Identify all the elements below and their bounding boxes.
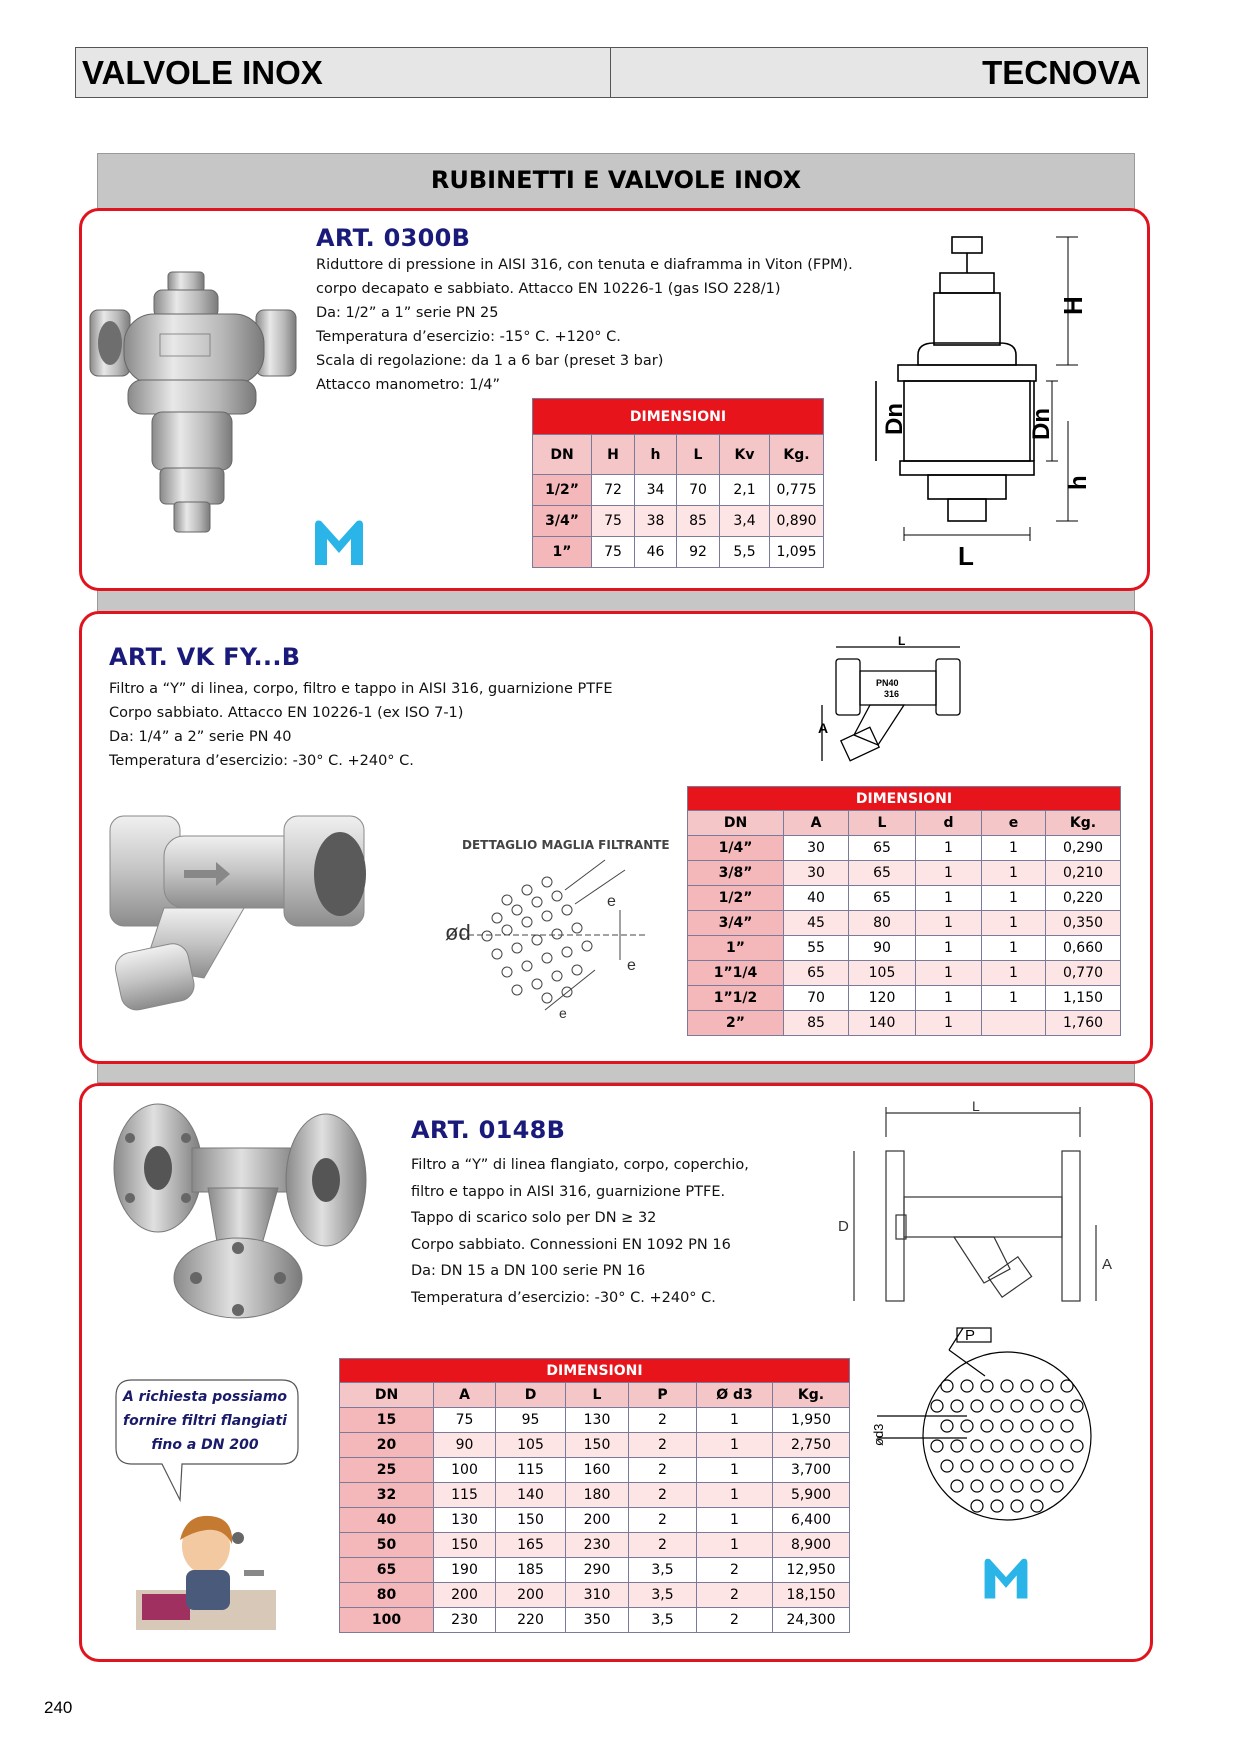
table-cell: 3,700 [773, 1458, 850, 1483]
table-cell: 65 [849, 861, 916, 886]
description-line: corpo decapato e sabbiato. Attacco EN 10226-1 (gas ISO 228/1) [316, 281, 781, 297]
table-cell: 1,095 [770, 537, 824, 568]
table-cell: 75 [592, 537, 635, 568]
table-cell: 1” [688, 936, 784, 961]
table-row [688, 961, 1121, 986]
table-header-row [688, 811, 1121, 836]
table-cell: 45 [784, 911, 849, 936]
description-line: Temperatura d’esercizio: -30° C. +240° C. [411, 1289, 716, 1306]
table-cell: 0,775 [770, 475, 824, 506]
table-cell: 1 [982, 911, 1046, 936]
table-row [340, 1508, 850, 1533]
table-cell: 1 [697, 1433, 773, 1458]
column-header: Kg. [1046, 811, 1121, 836]
dimension-label: ød [445, 920, 471, 945]
description-line: Temperatura d’esercizio: -30° C. +240° C. [109, 753, 414, 769]
table-cell: 8,900 [773, 1533, 850, 1558]
table-cell: 130 [434, 1508, 496, 1533]
section-title: RUBINETTI E VALVOLE INOX [430, 166, 802, 194]
table-row [533, 475, 824, 506]
table-cell: 1,760 [1046, 1011, 1121, 1036]
table-cell: 25 [340, 1458, 434, 1483]
table-cell: 80 [849, 911, 916, 936]
brand-logo-icon [981, 1553, 1031, 1603]
dimension-label: A [818, 720, 829, 736]
table-cell: 2” [688, 1011, 784, 1036]
column-header: Ø d3 [697, 1383, 773, 1408]
column-header: Kv [720, 435, 770, 475]
table-cell: 3,5 [629, 1583, 697, 1608]
dimension-label: Dn [881, 403, 908, 435]
table-cell: 20 [340, 1433, 434, 1458]
table-cell: 1 [697, 1408, 773, 1433]
dimension-label: ød3 [871, 1423, 886, 1446]
table-cell: 1”1/4 [688, 961, 784, 986]
mesh-detail-drawing [445, 860, 655, 1020]
flanged-strainer-photo [108, 1098, 378, 1358]
table-cell: 65 [849, 836, 916, 861]
table-cell: 40 [784, 886, 849, 911]
product-title: ART. 0300B [316, 224, 471, 252]
mesh-detail-label: DETTAGLIO MAGLIA FILTRANTE [462, 838, 670, 852]
table-cell: 2 [629, 1433, 697, 1458]
description-line: Corpo sabbiato. Connessioni EN 1092 PN 16 [411, 1236, 731, 1253]
table-cell: 15 [340, 1408, 434, 1433]
table-cell: 1 [916, 986, 982, 1011]
table-cell: 2 [697, 1558, 773, 1583]
table-cell: 80 [340, 1583, 434, 1608]
dimension-label: Dn [1028, 408, 1055, 440]
dimension-label: h [1065, 475, 1092, 490]
table-cell: 40 [340, 1508, 434, 1533]
brand-logo-icon [311, 515, 367, 569]
table-cell: 0,290 [1046, 836, 1121, 861]
table-header-row [533, 435, 824, 475]
table-row [340, 1458, 850, 1483]
table-cell: 92 [677, 537, 720, 568]
table-cell: 1 [916, 886, 982, 911]
table-cell: 1 [982, 936, 1046, 961]
table-cell: 0,660 [1046, 936, 1121, 961]
dimension-label: A [1102, 1256, 1113, 1273]
table-cell: 230 [566, 1533, 629, 1558]
dimension-label: L [958, 541, 974, 571]
table-row [688, 836, 1121, 861]
table-cell: 12,950 [773, 1558, 850, 1583]
column-header: H [592, 435, 635, 475]
y-strainer-photo [104, 808, 374, 1018]
table-cell: 3,4 [720, 506, 770, 537]
table-cell: 1 [697, 1483, 773, 1508]
bubble-line: fino a DN 200 [151, 1437, 259, 1453]
table-row [688, 1011, 1121, 1036]
table-cell: 85 [784, 1011, 849, 1036]
table-cell: 3/4” [688, 911, 784, 936]
table-cell: 65 [849, 886, 916, 911]
table-row [688, 986, 1121, 1011]
table-cell: 34 [635, 475, 677, 506]
table-cell: 350 [566, 1608, 629, 1633]
table-cell: 1 [697, 1533, 773, 1558]
table-header-row [340, 1383, 850, 1408]
column-header: L [849, 811, 916, 836]
table-cell: 180 [566, 1483, 629, 1508]
column-header: Kg. [773, 1383, 850, 1408]
table-cell: 140 [849, 1011, 916, 1036]
table-cell: 1 [916, 1011, 982, 1036]
description-line: Da: 1/2” a 1” serie PN 25 [316, 305, 499, 321]
table-cell: 2 [629, 1408, 697, 1433]
dimension-label: L [972, 1098, 980, 1114]
table-cell: 1 [916, 936, 982, 961]
table-cell: 75 [592, 506, 635, 537]
description-line: Attacco manometro: 1/4” [316, 377, 501, 393]
column-header: L [677, 435, 720, 475]
table-cell: 2 [697, 1608, 773, 1633]
column-header: DN [340, 1383, 434, 1408]
column-header: d [916, 811, 982, 836]
column-header: P [629, 1383, 697, 1408]
page-number: 240 [44, 1698, 73, 1717]
table-cell: 2 [629, 1508, 697, 1533]
column-header: DN [533, 435, 592, 475]
table-cell: 3,5 [629, 1558, 697, 1583]
table-cell: 2 [629, 1533, 697, 1558]
table-cell: 30 [784, 861, 849, 886]
table-cell: 160 [566, 1458, 629, 1483]
product-description [109, 677, 613, 773]
table-cell: 200 [496, 1583, 566, 1608]
flanged-strainer-drawing [834, 1098, 1134, 1317]
table-cell: 95 [496, 1408, 566, 1433]
dimension-label: D [838, 1218, 849, 1235]
dimensions-table [339, 1358, 850, 1633]
table-cell: 100 [340, 1608, 434, 1633]
table-row [688, 861, 1121, 886]
table-cell: 230 [434, 1608, 496, 1633]
column-header: A [784, 811, 849, 836]
table-cell: 3/4” [533, 506, 592, 537]
dimension-label: P [965, 1327, 976, 1344]
description-line: Da: DN 15 a DN 100 serie PN 16 [411, 1263, 646, 1279]
table-row [340, 1533, 850, 1558]
column-header: A [434, 1383, 496, 1408]
dimensions-table [532, 398, 824, 568]
table-cell: 1,150 [1046, 986, 1121, 1011]
table-cell: 1 [982, 836, 1046, 861]
table-cell: 70 [677, 475, 720, 506]
table-cell: 75 [434, 1408, 496, 1433]
material-marking: 316 [884, 689, 900, 699]
table-row [688, 911, 1121, 936]
description-line: Filtro a “Y” di linea flangiato, corpo, coperchio, [411, 1157, 749, 1173]
table-row [340, 1583, 850, 1608]
table-cell: 290 [566, 1558, 629, 1583]
table-row [688, 886, 1121, 911]
table-cell: 2,1 [720, 475, 770, 506]
table-cell: 72 [592, 475, 635, 506]
description-line: Corpo sabbiato. Attacco EN 10226-1 (ex ISO 7-1) [109, 705, 464, 721]
table-cell: 150 [566, 1433, 629, 1458]
table-cell: 55 [784, 936, 849, 961]
table-cell: 220 [496, 1608, 566, 1633]
description-line: Tappo di scarico solo per DN ≥ 32 [411, 1210, 657, 1226]
table-cell: 65 [784, 961, 849, 986]
product-title: ART. VK FY...B [109, 643, 301, 671]
column-header: e [982, 811, 1046, 836]
table-cell: 1” [533, 537, 592, 568]
table-cell: 165 [496, 1533, 566, 1558]
perforated-plate-drawing [867, 1326, 1107, 1526]
table-cell: 1 [982, 961, 1046, 986]
table-cell: 1 [982, 861, 1046, 886]
table-cell: 0,890 [770, 506, 824, 537]
table-row [533, 506, 824, 537]
table-row [340, 1408, 850, 1433]
table-cell: 70 [784, 986, 849, 1011]
table-cell: 115 [496, 1458, 566, 1483]
table-cell: 30 [784, 836, 849, 861]
table-cell: 1/4” [688, 836, 784, 861]
table-cell: 85 [677, 506, 720, 537]
dimension-label: H [1058, 296, 1088, 315]
header-category: VALVOLE INOX [76, 48, 611, 97]
table-caption: DIMENSIONI [340, 1359, 850, 1383]
table-cell: 1 [697, 1508, 773, 1533]
table-cell: 310 [566, 1583, 629, 1608]
description-line: Riduttore di pressione in AISI 316, con tenuta e diaframma in Viton (FPM). [316, 257, 853, 273]
table-row [340, 1608, 850, 1633]
description-line: filtro e tappo in AISI 316, guarnizione PTFE. [411, 1183, 726, 1200]
column-header: DN [688, 811, 784, 836]
table-cell: 5,5 [720, 537, 770, 568]
product-description [316, 253, 853, 397]
table-row [533, 537, 824, 568]
table-cell: 90 [434, 1433, 496, 1458]
dimension-label: e [607, 893, 616, 910]
description-line: Filtro a “Y” di linea, corpo, filtro e tappo in AISI 316, guarnizione PTFE [109, 681, 613, 697]
table-cell: 120 [849, 986, 916, 1011]
table-cell: 50 [340, 1533, 434, 1558]
column-header: Kg. [770, 435, 824, 475]
table-cell: 2,750 [773, 1433, 850, 1458]
table-cell: 190 [434, 1558, 496, 1583]
table-cell: 130 [566, 1408, 629, 1433]
pressure-reducer-photo [88, 262, 298, 542]
dimensions-table [687, 786, 1121, 1036]
table-cell: 3/8” [688, 861, 784, 886]
table-row [688, 936, 1121, 961]
pressure-marking: PN40 [876, 678, 899, 688]
table-cell: 1”1/2 [688, 986, 784, 1011]
table-cell: 1 [982, 886, 1046, 911]
table-caption: DIMENSIONI [688, 787, 1121, 811]
table-cell: 1/2” [688, 886, 784, 911]
column-header: L [566, 1383, 629, 1408]
table-cell: 65 [340, 1558, 434, 1583]
dimension-label: L [898, 634, 906, 648]
column-header: D [496, 1383, 566, 1408]
column-header: h [635, 435, 677, 475]
table-cell: 38 [635, 506, 677, 537]
table-caption: DIMENSIONI [533, 399, 824, 435]
dimension-label: e [559, 1005, 567, 1021]
table-cell: 105 [849, 961, 916, 986]
table-cell: 24,300 [773, 1608, 850, 1633]
table-row [340, 1558, 850, 1583]
table-cell: 46 [635, 537, 677, 568]
speech-bubble-text [120, 1385, 290, 1457]
product-description [411, 1152, 749, 1311]
table-cell: 3,5 [629, 1608, 697, 1633]
table-cell: 1,950 [773, 1408, 850, 1433]
table-cell: 1 [697, 1458, 773, 1483]
table-cell: 200 [566, 1508, 629, 1533]
table-cell: 5,900 [773, 1483, 850, 1508]
table-cell: 100 [434, 1458, 496, 1483]
table-row [340, 1433, 850, 1458]
dimension-label: e [627, 957, 636, 974]
page-header [75, 47, 1148, 98]
table-row [340, 1483, 850, 1508]
table-cell: 1 [916, 961, 982, 986]
table-cell: 0,210 [1046, 861, 1121, 886]
operator-illustration [136, 1510, 276, 1630]
header-brand: TECNOVA [982, 54, 1141, 91]
product-title: ART. 0148B [411, 1116, 566, 1144]
bubble-line: A richiesta possiamo [122, 1389, 288, 1405]
description-line: Temperatura d’esercizio: -15° C. +120° C. [316, 329, 621, 345]
table-cell: 1 [916, 911, 982, 936]
table-cell: 1 [916, 836, 982, 861]
table-cell: 0,350 [1046, 911, 1121, 936]
table-cell [982, 1011, 1046, 1036]
table-cell: 1 [982, 986, 1046, 1011]
table-cell: 115 [434, 1483, 496, 1508]
y-strainer-drawing [818, 633, 978, 768]
table-cell: 1/2” [533, 475, 592, 506]
table-cell: 2 [629, 1483, 697, 1508]
table-cell: 2 [629, 1458, 697, 1483]
table-cell: 90 [849, 936, 916, 961]
table-cell: 2 [697, 1583, 773, 1608]
bubble-line: fornire filtri flangiati [123, 1413, 287, 1429]
table-cell: 0,770 [1046, 961, 1121, 986]
table-cell: 18,150 [773, 1583, 850, 1608]
table-cell: 150 [434, 1533, 496, 1558]
table-cell: 140 [496, 1483, 566, 1508]
table-cell: 32 [340, 1483, 434, 1508]
table-cell: 150 [496, 1508, 566, 1533]
table-cell: 6,400 [773, 1508, 850, 1533]
description-line: Da: 1/4” a 2” serie PN 40 [109, 729, 292, 745]
description-line: Scala di regolazione: da 1 a 6 bar (preset 3 bar) [316, 353, 664, 369]
table-cell: 0,220 [1046, 886, 1121, 911]
table-cell: 200 [434, 1583, 496, 1608]
pressure-reducer-drawing [868, 225, 1108, 575]
table-cell: 1 [916, 861, 982, 886]
table-cell: 105 [496, 1433, 566, 1458]
table-cell: 185 [496, 1558, 566, 1583]
